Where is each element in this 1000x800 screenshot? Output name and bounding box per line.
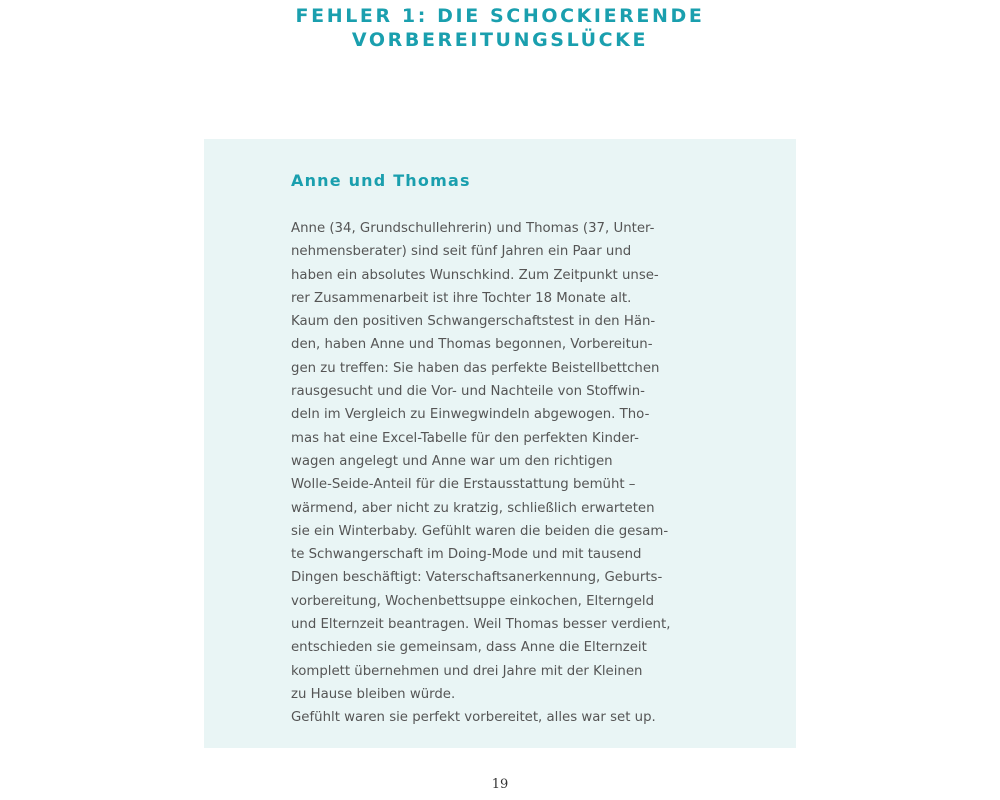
body-line: den, haben Anne und Thomas begonnen, Vorbereitun- bbox=[291, 337, 653, 353]
body-line: und Elternzeit beantragen. Weil Thomas besser verdient, bbox=[291, 617, 671, 633]
body-line: rausgesucht und die Vor- und Nachteile von Stoffwin- bbox=[291, 384, 645, 400]
body-line: Dingen beschäftigt: Vaterschaftsanerkennung, Geburts- bbox=[291, 570, 663, 586]
body-line: komplett übernehmen und drei Jahre mit der Kleinen bbox=[291, 663, 643, 679]
body-line: nehmensberater) sind seit fünf Jahren ein Paar und bbox=[291, 244, 632, 260]
body-line: gen zu treffen: Sie haben das perfekte Beistellbettchen bbox=[291, 360, 660, 376]
body-line: vorbereitung, Wochenbettsuppe einkochen, Elterngeld bbox=[291, 593, 655, 609]
body-line: deln im Vergleich zu Einwegwindeln abgewogen. Tho- bbox=[291, 407, 650, 423]
body-line: haben ein absolutes Wunschkind. Zum Zeitpunkt unse- bbox=[291, 267, 659, 283]
body-line: Anne (34, Grundschullehrerin) und Thomas (37, Unter- bbox=[291, 221, 655, 236]
body-line: entschieden sie gemeinsam, dass Anne die Elternzeit bbox=[291, 640, 647, 656]
chapter-title bbox=[0, 4, 1000, 52]
body-line: Kaum den positiven Schwangerschaftstest in den Hän- bbox=[291, 314, 656, 330]
body-line: mas hat eine Excel-Tabelle für den perfekten Kinder- bbox=[291, 430, 639, 446]
body-line: zu Hause bleiben würde. bbox=[291, 686, 456, 702]
body-line: Gefühlt waren sie perfekt vorbereitet, alles war set up. bbox=[291, 710, 656, 726]
case-study-body bbox=[291, 217, 711, 730]
body-line: rer Zusammenarbeit ist ihre Tochter 18 Monate alt. bbox=[291, 290, 632, 306]
body-line: wagen angelegt und Anne war um den richtigen bbox=[291, 453, 613, 469]
body-line: te Schwangerschaft im Doing-Mode und mit tausend bbox=[291, 547, 642, 563]
body-line: wärmend, aber nicht zu kratzig, schließlich erwarteten bbox=[291, 500, 655, 516]
page-number: 19 bbox=[491, 777, 509, 792]
chapter-title-line-1: FEHLER 1: DIE SCHOCKIERENDE bbox=[295, 5, 705, 27]
chapter-title-line-2: VORBEREITUNGSLÜCKE bbox=[351, 29, 649, 51]
case-study-title: Anne und Thomas bbox=[291, 171, 471, 190]
body-line: Wolle-Seide-Anteil für die Erstausstattung bemüht – bbox=[291, 477, 636, 493]
body-line: sie ein Winterbaby. Gefühlt waren die beiden die gesam- bbox=[291, 523, 669, 539]
case-study-box bbox=[204, 139, 796, 748]
